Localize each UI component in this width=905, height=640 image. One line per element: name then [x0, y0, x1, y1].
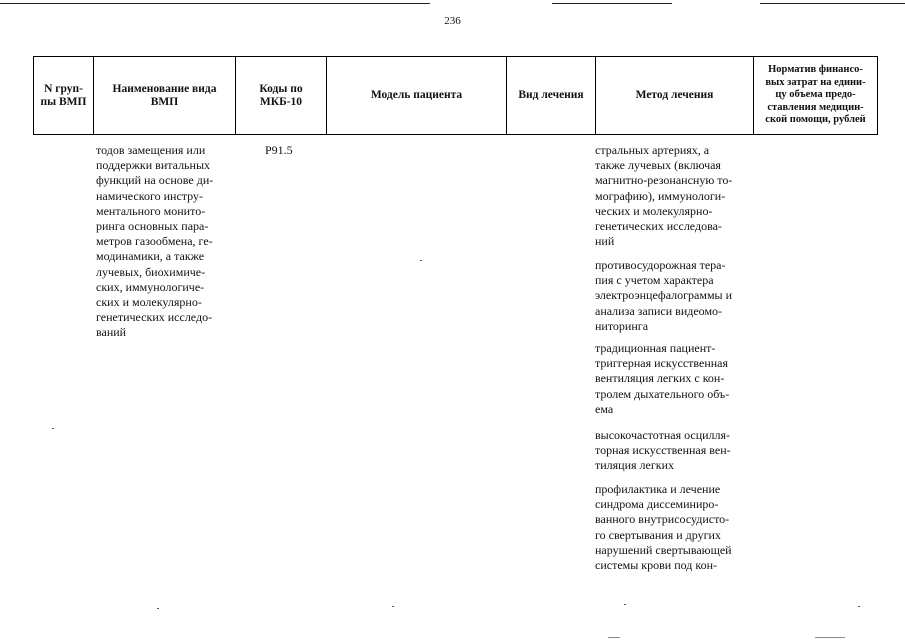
scan-speck [392, 606, 394, 607]
header-cost-norm: Норматив финансо- вых затрат на едини- цу объема предо- ставления медицин- ской помощи, рублей [754, 57, 878, 135]
header-treatment-type: Вид лечения [507, 57, 596, 135]
scan-speck [624, 604, 626, 605]
header-icd-codes: Коды по МКБ-10 [236, 57, 327, 135]
method-item: традиционная пациент- триггерная искусственная вентиляция легких с кон- тролем дыхательного объ- ема [595, 341, 730, 416]
vmp-name-text: тодов замещения или поддержки витальных функций на основе ди- намического инстру- ментального монито- ринга основных пара- метров газообмена, ге- модинамики, а также лучевых, биохимиче- ских, иммунологиче- ских и молекулярно- генетических исследо- ваний [96, 143, 214, 340]
top-rule-mid [552, 3, 672, 4]
method-item: противосудорожная тера- пия с учетом характера электроэнцефалограммы и анализа записи видеомо- ниторинга [595, 258, 733, 333]
scan-speck [157, 608, 159, 609]
header-patient-model: Модель пациента [327, 57, 507, 135]
page-number: 236 [444, 15, 461, 27]
icd-code: P91.5 [265, 143, 293, 157]
top-rule-left [0, 3, 430, 4]
header-treatment-method: Метод лечения [596, 57, 754, 135]
top-rule-right [760, 3, 905, 4]
scan-speck [52, 428, 54, 429]
method-item: стральных артериях, а также лучевых (включая магнитно-резонансную то- мографию), иммунологи- ческих и молекулярно- генетических исследова- ний [595, 143, 733, 249]
header-group-number: N груп- пы ВМП [34, 57, 94, 135]
method-item: высокочастотная осцилля- торная искусственная вен- тиляция легких [595, 428, 731, 473]
scan-mark [608, 637, 620, 638]
scan-speck [858, 606, 860, 607]
header-vmp-name: Наименование вида ВМП [94, 57, 236, 135]
method-item: профилактика и лечение синдрома диссеминиро- ванного внутрисосудисто- го свертывания и других нарушений свертывающей системы крови под кон- [595, 482, 732, 573]
scan-speck [420, 260, 422, 261]
scan-mark [815, 637, 845, 638]
table-header [33, 56, 878, 135]
